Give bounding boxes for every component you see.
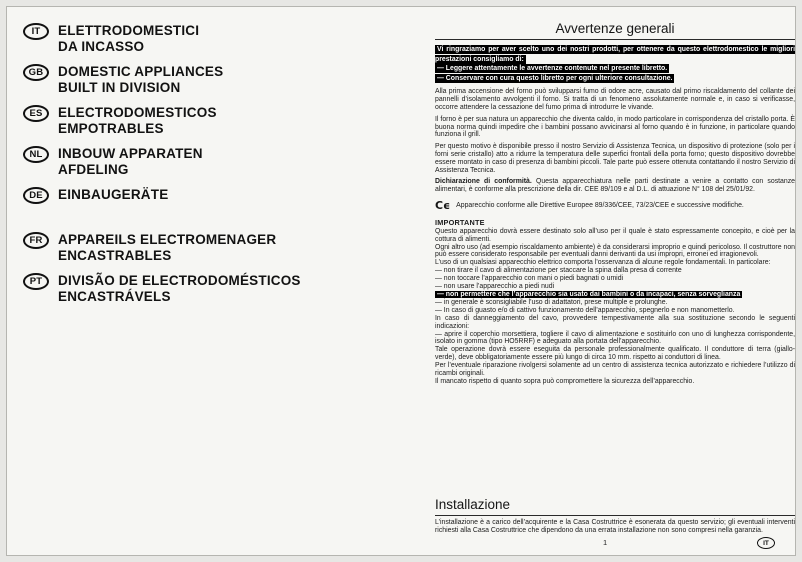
importante-paragraph: Il mancato rispetto di quanto sopra può compromettere la sicurezza dell’apparecchio. [435,377,695,385]
importante-paragraph: Tale operazione dovrà essere eseguita da personale professionalmente qualificato. Il conduttore di terra (giallo-verde), deve obbligatoriamente essere più lungo di circa 10 mm. rispetto ai conduttori di linea. [435,346,795,362]
rule-bullet: — non tirare il cavo di alimentazione per staccare la spina dalla presa di corrente [435,267,682,275]
rule-bullet: — non usare l’apparecchio a piedi nudi [435,283,555,291]
ce-declaration [435,199,795,212]
importante-heading: IMPORTANTE [435,217,485,227]
lang-title-pt [58,273,301,305]
lang-badge-es-icon: ES [23,105,49,122]
importante-paragraph: L’uso di un qualsiasi apparecchio elettrico comporta l’osservanza di alcune regole fondamentali. In particolare: [435,259,771,267]
lang-title-fr [58,232,276,264]
language-entry-gb [23,64,421,96]
conformity-text: Questa apparecchiatura nelle parti destinate a venire a contatto con sostanze alimentari, è conforme alla prescrizione della dir. CEE 89/109 e al D.L. di attuazione N° 108 del 25/01/92. [435,177,795,193]
notice-intro: Vi ringraziamo per aver scelto uno dei nostri prodotti, per ottenere da questo elettrodomestico le migliori prestazioni consigliamo di: [435,46,795,63]
lang-title-line: DA INCASSO [58,39,145,54]
lang-title-line: EINBAUGERÄTE [58,187,169,202]
importante-paragraph: Ogni altro uso (ad esempio riscaldamento ambiente) è da considerarsi improprio e quindi pericoloso. Il costruttore non può essere considerato responsabile per eventuali danni derivanti da usi impropri, erronei ed irragionevoli. [435,243,795,259]
ce-mark-icon: Cϵ [435,198,451,212]
rule-bullet-highlighted [435,291,795,299]
paragraph-hot-oven: Il forno è per sua natura un apparecchio che diventa caldo, in modo particolare in corrispondenza del cristallo porta. È buona norma quindi impedire che i bambini possano avvicinarsi al forno quando è in funzione, in particolare quando funziona il grill. [435,115,795,139]
lang-title-line: ENCASTRABLES [58,248,172,263]
importante-paragraph: Questo apparecchio dovrà essere destinato solo all’uso per il quale è stato espressamente concepito, e cioè per la cottura di alimenti. [435,227,795,243]
section-title-avvertenze: Avvertenze generali [435,21,795,40]
rule-bullet: — aprire il coperchio morsettiera, togliere il cavo di alimentazione e sostituirlo con uno di lunghezza corrispondente, isolato in gomma (tipo HO5RRF) e adeguato alla portata dell’apparecchio. [435,330,795,346]
rule-bullet: — non toccare l’apparecchio con mani o piedi bagnati o umidi [435,275,624,283]
lang-badge-it-icon: IT [23,23,49,40]
lang-badge-de-icon: DE [23,187,49,204]
language-entry-fr [23,232,421,264]
installation-paragraph: L’installazione è a carico dell’acquirente e la Casa Costruttrice è esonerata da questo servizio; gli eventuali interventi richiesti alla Casa Costruttrice che dipendono da una errata installazione non sono compresi nella garanzia. [435,519,795,535]
notice-item-2: — Conservare con cura questo libretto per ogni ulteriore consultazione. [437,74,673,82]
highlighted-warning-text: — non permettere che l’apparecchio sia usato dai bambini o da incapaci, senza sorveglianza [437,291,741,298]
language-list [23,23,421,314]
lang-title-gb [58,64,223,96]
section-title-installazione: Installazione [435,497,795,516]
conformity-lead: Dichiarazione di conformità. [435,177,532,185]
lang-title-line: BUILT IN DIVISION [58,80,181,95]
language-entry-nl [23,146,421,178]
lang-title-line: EMPOTRABLES [58,121,164,136]
lang-title-line: INBOUW APPARATEN [58,146,203,161]
paragraph-protection-device: Per questo motivo è disponibile presso il nostro Servizio di Assistenza Tecnica, un dispositivo di protezione (solo per i forni serie cristallo) atto a ridurre la temperatura delle superfici frontali della porta forno; questo dispositivo dovrebbe essere montato in caso di presenza di bambini piccoli. Tale parte può essere ottenuta contattando il nostro Servizio di Assistenza Tecnica. [435,142,795,174]
paragraph-conformity [435,178,795,194]
rule-bullet: — In caso di guasto e/o di cattivo funzionamento dell’apparecchio, spegnerlo e non manometterlo. [435,306,735,314]
notice-box [435,45,795,83]
footer-lang-badge-it: IT [757,537,775,549]
notice-item-1: — Leggere attentamente le avvertenze contenute nel presente libretto. [437,65,668,73]
language-entry-de [23,187,421,204]
language-entry-pt [23,273,421,305]
lang-title-de [58,187,168,203]
warnings-body [435,88,795,193]
lang-title-it [58,23,199,55]
importante-paragraph: Per l’eventuale riparazione rivolgersi solamente ad un centro di assistenza tecnica autorizzato e richiedere l’utilizzo di ricambi originali. [435,362,795,378]
lang-title-line: AFDELING [58,162,129,177]
paragraph-first-use: Alla prima accensione del forno può svilupparsi fumo di odore acre, causato dal primo riscaldamento del collante dei pannelli d’isolamento avvolgenti il forno. Si tratta di un fenomeno assolutamente normale e, in caso si verificasse, occorre attendere la cessazione del fumo prima di introdurre le vivande. [435,88,795,112]
lang-title-line: DIVISÃO DE ELECTRODOMÉSTICOS [58,273,301,288]
language-entry-it [23,23,421,55]
language-entry-es [23,105,421,137]
lang-badge-pt-icon: PT [23,273,49,290]
lang-title-line: ELECTRODOMESTICOS [58,105,217,120]
manual-page [6,6,796,556]
lang-title-line: APPAREILS ELECTROMENAGER [58,232,277,247]
rule-bullet: — in generale è sconsigliabile l’uso di adattatori, prese multiple e prolunghe. [435,298,668,306]
ce-declaration-text: Apparecchio conforme alle Direttive Europee 89/336/CEE, 73/23/CEE e successive modifiche. [456,201,744,209]
lang-title-line: ENCASTRÁVELS [58,289,171,304]
installation-section [435,497,795,535]
lang-badge-fr-icon: FR [23,232,49,249]
lang-title-line: DOMESTIC APPLIANCES [58,64,224,79]
lang-title-nl [58,146,203,178]
lang-title-line: ELETTRODOMESTICI [58,23,200,38]
warnings-section [435,21,795,386]
importante-paragraph: In caso di danneggiamento del cavo, provvedere tempestivamente alla sua sostituzione secondo le seguenti indicazioni: [435,314,795,330]
lang-badge-nl-icon: NL [23,146,49,163]
lang-badge-gb-icon: GB [23,64,49,81]
lang-title-es [58,105,217,137]
importante-body [435,228,795,386]
page-number: 1 [603,538,608,547]
